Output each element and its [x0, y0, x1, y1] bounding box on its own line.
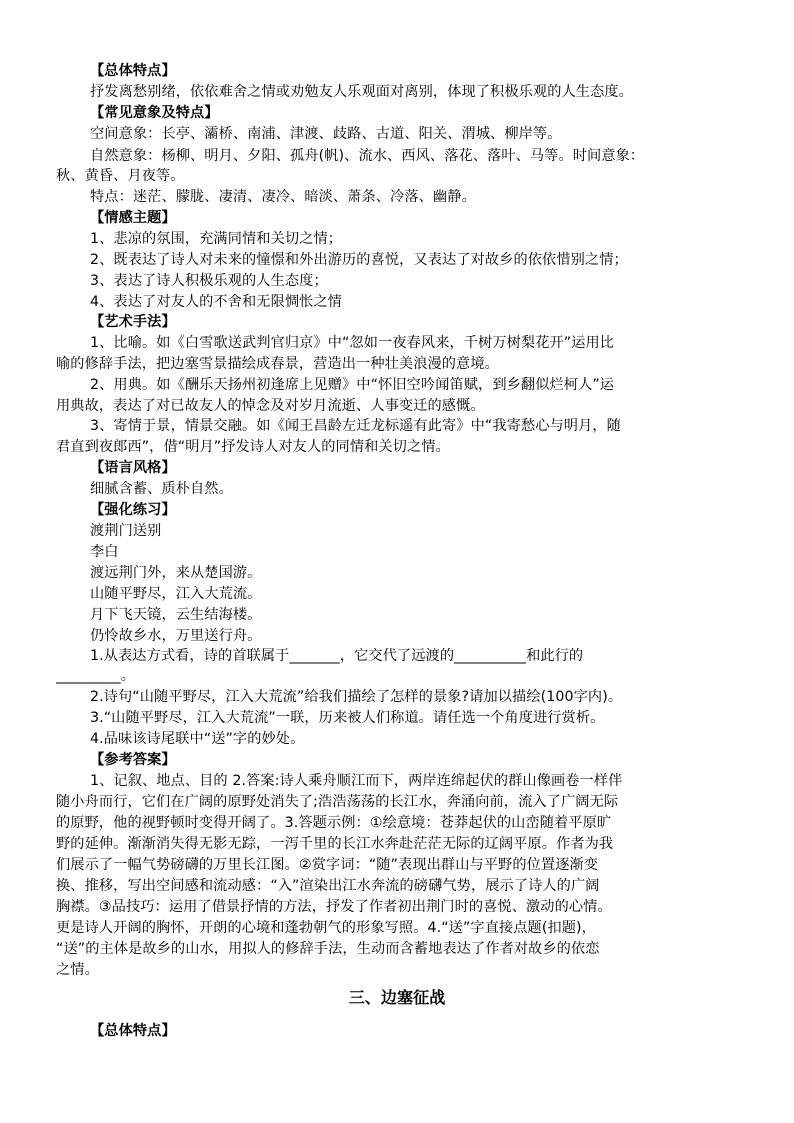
heading-emotional-themes: 【情感主题】	[90, 210, 176, 226]
heading-language-style: 【语言风格】	[90, 460, 176, 476]
text-line: 1、比喻。如《白雪歌送武判官归京》中“忽如一夜春风来，千树万树梨花开”运用比	[90, 335, 615, 351]
section-title-frontier-war: 三、边塞征战	[348, 988, 446, 1007]
heading-reference-answers: 【参考答案】	[90, 752, 176, 768]
answer-line: 1、记叙、地点、目的 2.答案:诗人乘舟顺江而下，两岸连绵起伏的群山像画卷一样伴	[90, 773, 623, 789]
answer-line: 换、推移，写出空间感和流动感：“入”渲染出江水奔流的磅礴气势，展示了诗人的广阔	[56, 878, 600, 894]
answer-line: “送”的主体是故乡的山水，用拟人的修辞手法，生动而含蓄地表达了作者对故乡的依恋	[56, 941, 600, 957]
answer-line: 更是诗人开阔的胸怀，开朗的心境和蓬勃朝气的形象写照。4.“送”字直接点题(扣题)，	[56, 920, 596, 936]
heading-overall-features-2: 【总体特点】	[90, 1023, 176, 1039]
heading-practice: 【强化练习】	[90, 502, 176, 518]
answer-line: 的原野，他的视野顿时变得开阔了。3.答题示例：①绘意境：苍莽起伏的山峦随着平原旷	[56, 815, 612, 831]
heading-artistic-techniques: 【艺术手法】	[90, 314, 176, 330]
text-line: 细腻含蓄、质朴自然。	[90, 481, 233, 497]
question-line: 1.从表达方式看，诗的首联属于_______，它交代了远渡的__________和此行的	[90, 648, 584, 664]
poem-author: 李白	[90, 544, 119, 560]
text-line: 2、既表达了诗人对未来的憧憬和外出游历的喜悦，又表达了对故乡的依依惜别之情；	[90, 252, 628, 268]
text-line: 用典故，表达了对已故友人的悼念及对岁月流逝、人事变迁的感慨。	[56, 398, 485, 414]
text-line: 空间意象：长亭、灞桥、南浦、津渡、歧路、古道、阳关、渭城、柳岸等。	[90, 126, 562, 142]
question-line: 3.“山随平野尽，江入大荒流”一联，历来被人们称道。请任选一个角度进行赏析。	[90, 710, 605, 726]
poem-line: 山随平野尽，江入大荒流。	[90, 586, 262, 602]
text-line: 1、悲凉的氛围，充满同情和关切之情；	[90, 231, 343, 247]
question-line: 2.诗句“山随平野尽，江入大荒流”给我们描绘了怎样的景象?请加以描绘(100字内)。	[90, 689, 623, 705]
poem-title: 渡荆门送别	[90, 523, 162, 539]
text-line: 喻的修辞手法，把边塞雪景描绘成春景，营造出一种壮美浪漫的意境。	[56, 356, 499, 372]
heading-overall-features: 【总体特点】	[90, 63, 176, 79]
question-line: _________。	[56, 668, 136, 684]
text-line: 君直到夜郎西”，借“明月”抒发诗人对友人的同情和关切之情。	[56, 439, 450, 455]
text-line: 抒发离愁别绪，依依难舍之情或劝勉友人乐观面对离别，体现了积极乐观的人生态度。	[90, 84, 633, 100]
poem-line: 仍怜故乡水，万里送行舟。	[90, 628, 262, 644]
poem-line: 渡远荆门外，来从楚国游。	[90, 565, 262, 581]
answer-line: 胸襟。③品技巧：运用了借景抒情的方法，抒发了作者初出荆门时的喜悦、激动的心情。	[56, 899, 612, 915]
poem-line: 月下飞天镜，云生结海楼。	[90, 607, 262, 623]
answer-line: 随小舟而行，它们在广阔的原野处消失了;浩浩荡荡的长江水，奔涌向前，流入了广阔无际	[56, 794, 619, 810]
text-line: 4、表达了对友人的不舍和无限惆怅之情	[90, 294, 343, 310]
text-line: 自然意象：杨柳、明月、夕阳、孤舟(帆)、流水、西风、落花、落叶、马等。时间意象：	[90, 148, 645, 164]
text-line: 特点：迷茫、朦胧、凄清、凄冷、暗淡、萧条、冷落、幽静。	[90, 189, 476, 205]
answer-line: 之情。	[56, 962, 99, 978]
heading-common-imagery: 【常见意象及特点】	[90, 105, 219, 121]
answer-line: 们展示了一幅气势磅礴的万里长江图。②赏字词：“随”表现出群山与平野的位置逐渐变	[56, 857, 599, 873]
answer-line: 野的延伸。渐渐消失得无影无踪，一泻千里的长江水奔赴茫茫无际的辽阔平原。作者为我	[56, 836, 614, 852]
question-line: 4.品味该诗尾联中“送”字的妙处。	[90, 731, 305, 747]
text-line: 秋、黄昏、月夜等。	[56, 168, 185, 184]
text-line: 3、寄情于景，情景交融。如《闻王昌龄左迁龙标遥有此寄》中“我寄愁心与明月，随	[90, 418, 621, 434]
text-line: 2、用典。如《酬乐天扬州初逢席上见赠》中“怀旧空吟闻笛赋，到乡翻似烂柯人”运	[90, 377, 615, 393]
text-line: 3、表达了诗人积极乐观的人生态度；	[90, 273, 328, 289]
